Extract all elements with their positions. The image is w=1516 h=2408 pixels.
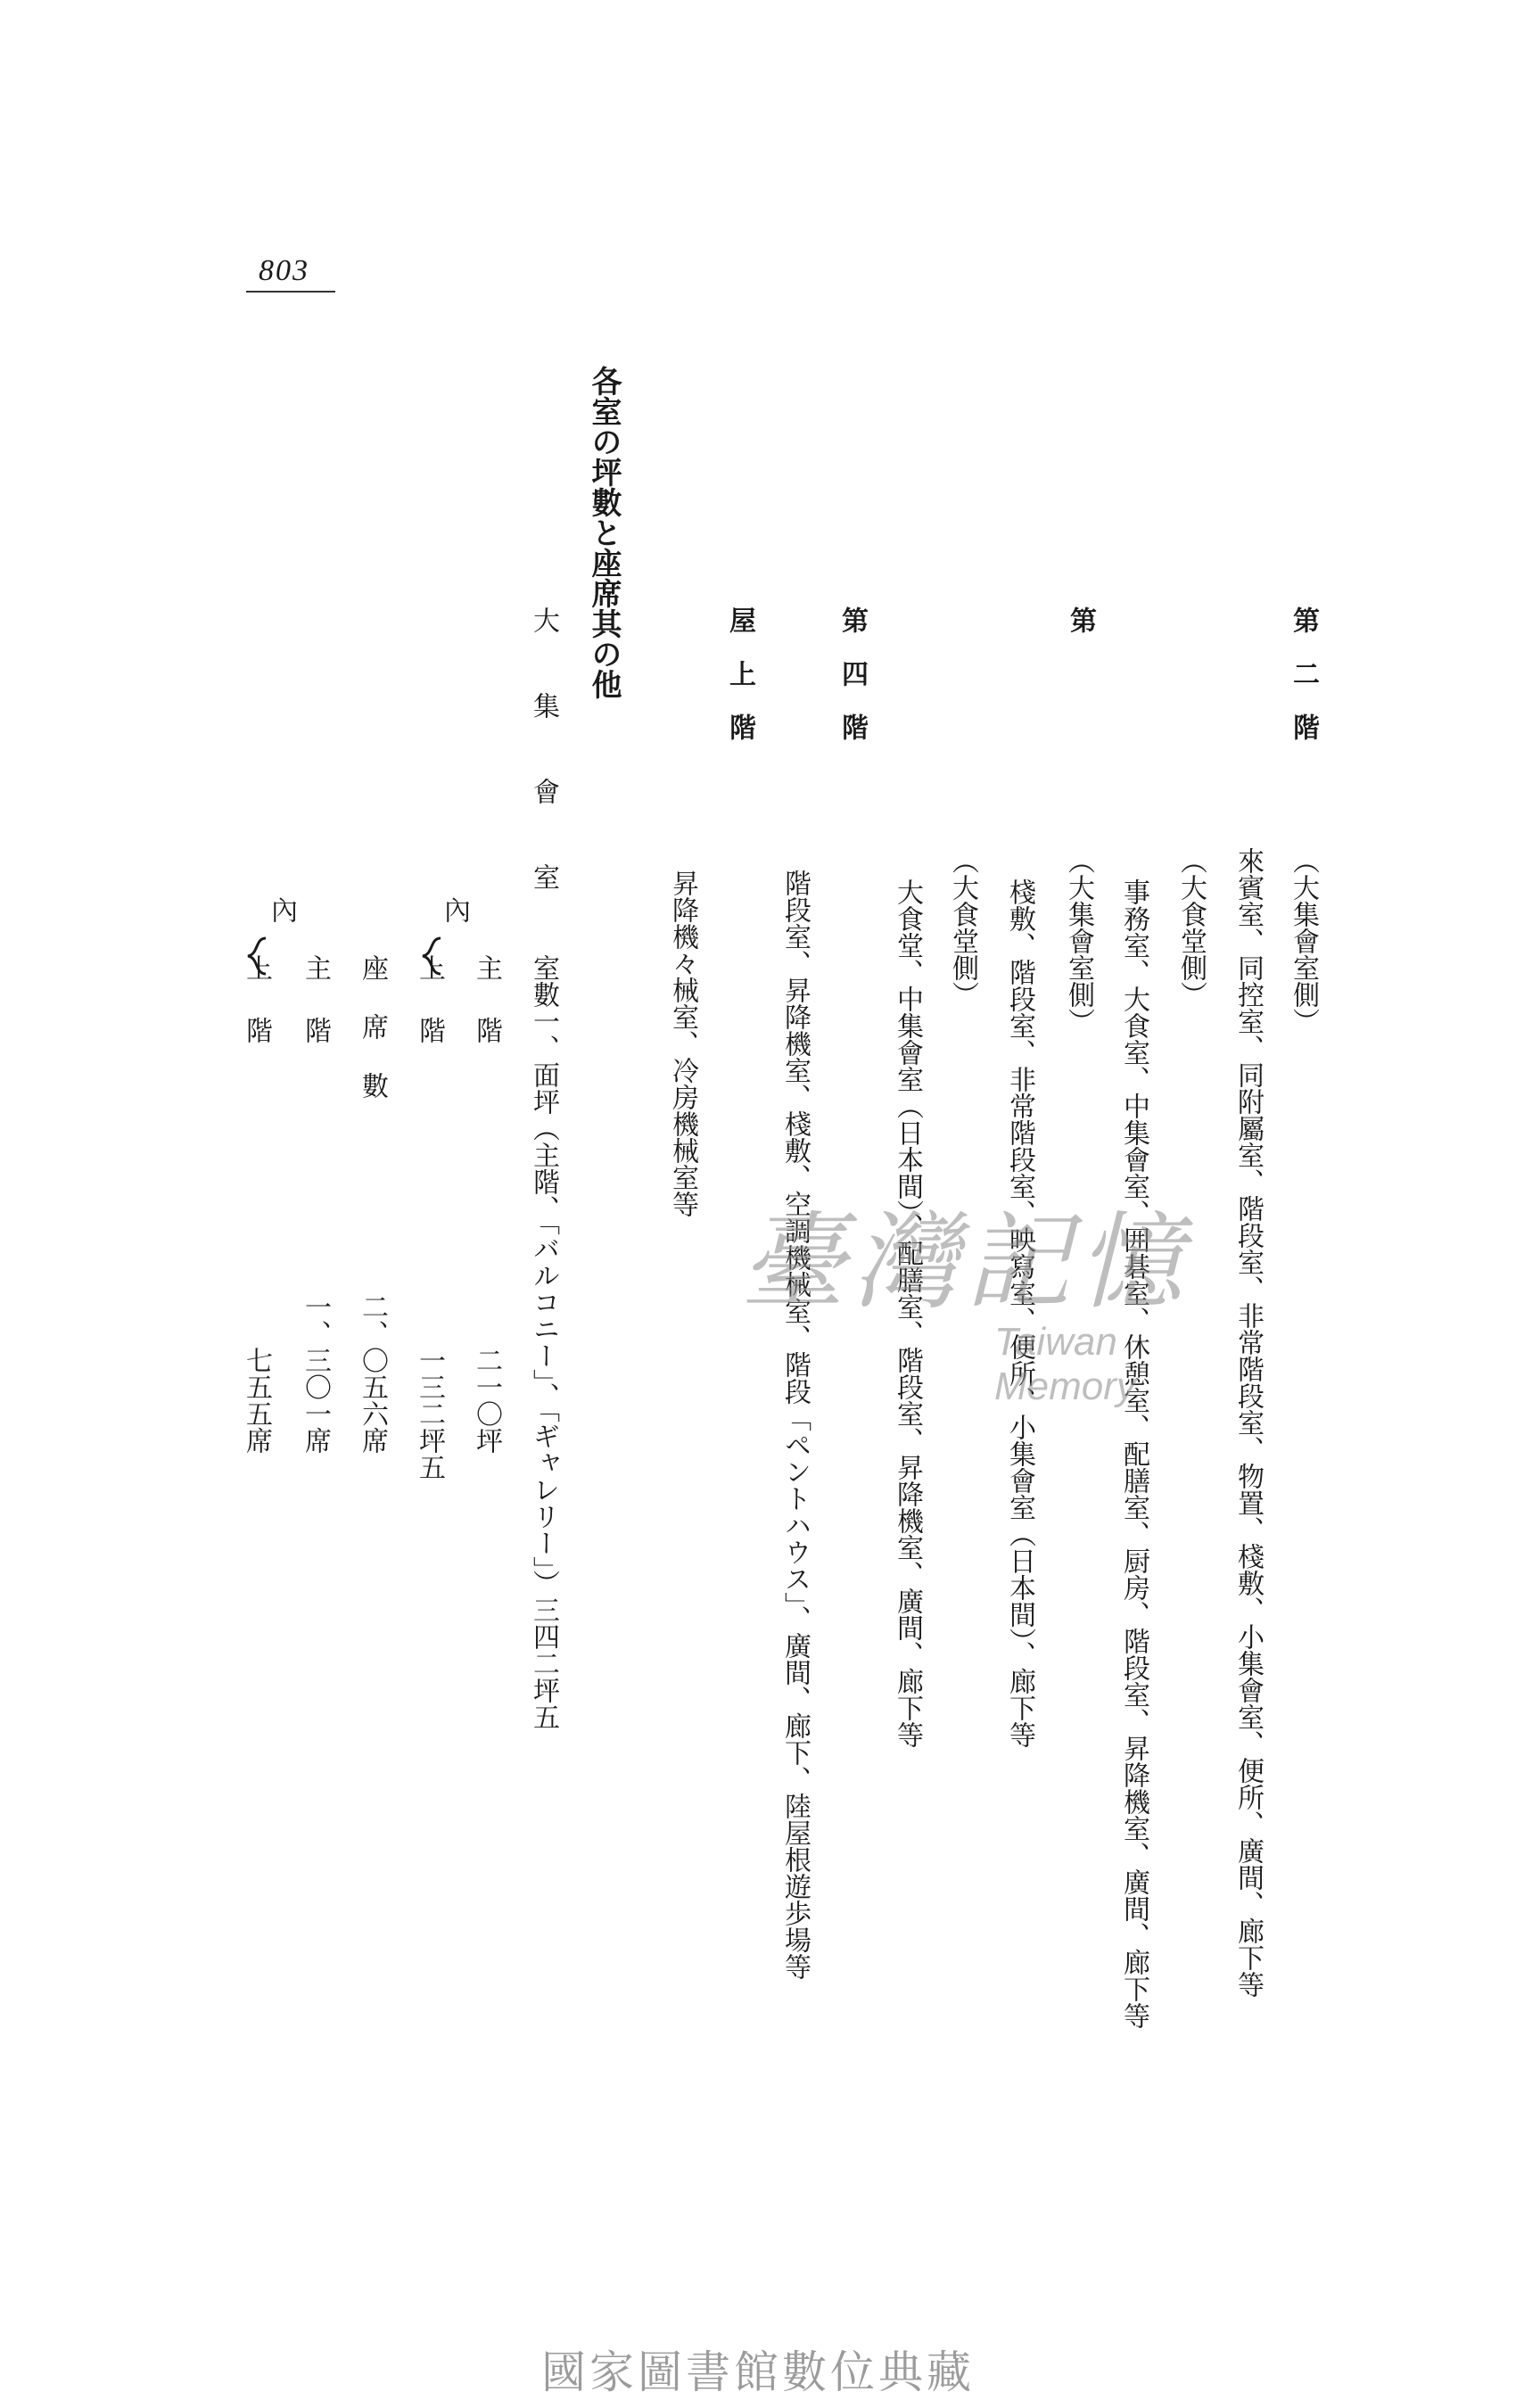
watermark-logo: 臺灣記憶 (740, 1200, 1191, 1324)
floor2-group2-rooms: 事務室、大食室、中集會室、囲碁室、休憩室、配膳室、厨房、階段室、昇降機室、廣間、廊下等 (1118, 878, 1149, 2029)
floor2-group1-rooms: 來賓室、同控室、同附屬室、階段室、非常階段室、物置、棧敷、小集會室、便所、廣間、廊下等 (1232, 847, 1264, 1998)
heading-floor-2: 第 二 階 (1288, 606, 1319, 740)
footer-caption: 國家圖書館數位典藏 (541, 2346, 975, 2398)
hall-seats-upper-value: 七五五席 (241, 1347, 272, 1454)
watermark-latin: Taiwan Memory (994, 1320, 1136, 1408)
hall-seats-main-value: 一、三〇一席 (300, 1293, 331, 1454)
page-number-rule (246, 291, 335, 293)
hall-seats-main-label: 主階 (300, 954, 331, 1079)
hall-seats-upper-label: 上階 (241, 954, 272, 1079)
hall-seats-value: 二、〇五六席 (357, 1293, 388, 1454)
hall-seats-inner-label: 內 (266, 896, 297, 923)
floor3-group2-rooms: 大食堂、中集會室（日本間）、配膳室、階段室、昇降機室、廣間、廊下等 (892, 878, 923, 1748)
hall-seats-label: 座席數 (357, 954, 388, 1131)
hall-room-line: 室數一、面坪（主階、「バルコニー」、「ギャレリー」）三四二坪五 (528, 954, 559, 1730)
section-heading: 各室の坪數と座席其の他 (586, 366, 622, 699)
floor4-rooms: 階段室、昇降機室、棧敷、空調機械室、階段「ペントハウス」、廣間、廊下、陸屋根遊歩場等 (779, 870, 811, 1980)
watermark (740, 1177, 1240, 1408)
hall-area-inner-label: 內 (439, 896, 470, 923)
hall-area-main-label: 主階 (471, 954, 502, 1079)
heading-floor-3: 第 (1065, 606, 1096, 633)
rooftop-rooms: 昇降機々械室、冷房機械室等 (667, 870, 698, 1217)
hall-area-upper-label: 上階 (414, 954, 445, 1079)
hall-label: 大集會室 (528, 606, 559, 949)
floor3-group1-header: （大集會室側） (1063, 847, 1094, 1035)
heading-rooftop: 屋 上 階 (724, 606, 755, 740)
floor3-group1-rooms: 棧敷、階段室、非常階段室、映寫室、便所、小集會室（日本間）、廊下等 (1004, 878, 1035, 1748)
hall-area-main-value: 二一〇坪 (471, 1347, 502, 1454)
floor2-group2-header: （大食堂側） (1175, 847, 1207, 1008)
hall-area-upper-value: 一三二坪五 (414, 1347, 445, 1480)
floor2-group1-header: （大集會室側） (1288, 847, 1319, 1035)
floor3-group2-header: （大食堂側） (947, 847, 978, 1008)
page-number: 803 (259, 254, 309, 287)
heading-floor-4: 第 四 階 (836, 606, 868, 740)
